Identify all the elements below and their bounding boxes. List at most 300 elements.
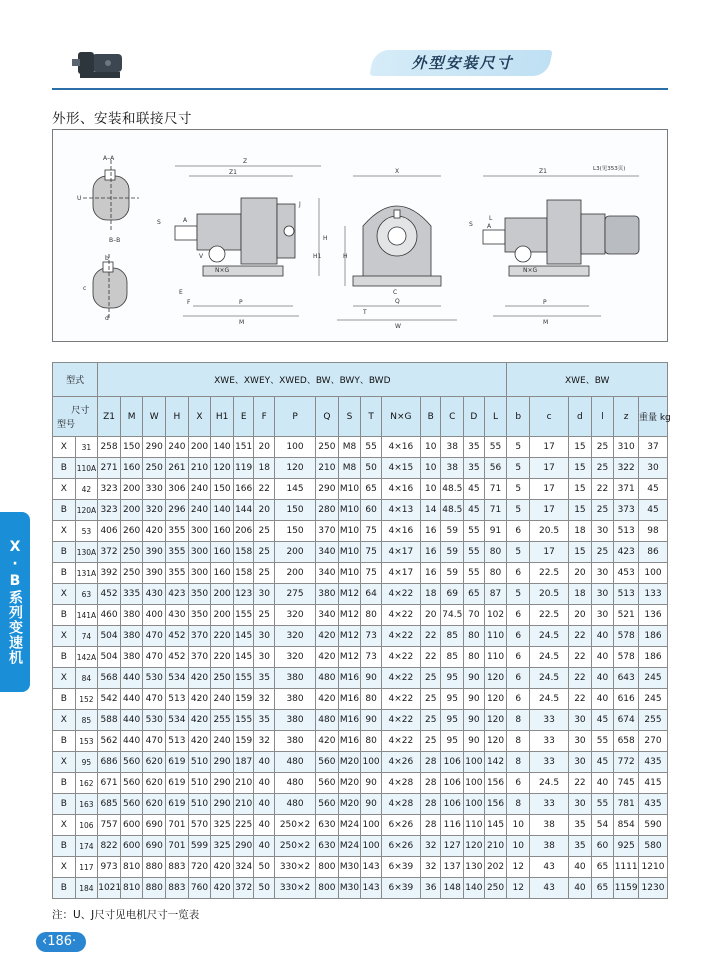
cell-value: 110: [484, 626, 507, 647]
cell-value: 6: [507, 689, 530, 710]
column-header: b: [507, 397, 530, 437]
svg-text:Z: Z: [243, 158, 248, 165]
cell-value: 772: [614, 752, 639, 773]
cell-value: 480: [274, 773, 315, 794]
cell-value: 325: [211, 836, 234, 857]
cell-value: 560: [120, 752, 143, 773]
svg-text:A: A: [487, 223, 492, 230]
cell-type: X: [53, 584, 76, 605]
cell-value: 55: [484, 437, 507, 458]
cell-value: 290: [316, 479, 339, 500]
cell-value: 560: [316, 794, 339, 815]
cell-value: M30: [338, 878, 361, 899]
cell-value: 20: [569, 605, 592, 626]
cell-value: 40: [569, 857, 592, 878]
cell-value: 415: [638, 773, 667, 794]
cell-value: 25: [591, 542, 614, 563]
column-header: Q: [316, 397, 339, 437]
cell-value: 200: [120, 500, 143, 521]
header-type: 型式: [53, 363, 98, 397]
cell-value: 150: [211, 479, 234, 500]
cell-value: 340: [316, 605, 339, 626]
cell-model: 31: [75, 437, 98, 458]
cell-value: 240: [166, 437, 189, 458]
cell-value: 36: [420, 878, 441, 899]
cell-value: 300: [188, 563, 211, 584]
cell-value: 296: [166, 500, 189, 521]
cell-value: 75: [361, 542, 382, 563]
cell-value: 1210: [638, 857, 667, 878]
cell-value: 255: [638, 710, 667, 731]
cell-value: 90: [464, 689, 485, 710]
cell-value: 25: [254, 563, 275, 584]
cell-value: 143: [361, 857, 382, 878]
cell-value: 150: [274, 500, 315, 521]
cell-value: 620: [143, 773, 166, 794]
cell-value: 701: [166, 815, 189, 836]
cell-value: 33: [530, 731, 569, 752]
cell-type: B: [53, 563, 76, 584]
cell-model: 110A: [75, 458, 98, 479]
cell-value: 80: [361, 689, 382, 710]
cell-value: 137: [441, 857, 464, 878]
svg-text:C: C: [393, 289, 398, 296]
column-header: L: [484, 397, 507, 437]
cell-value: 4×22: [381, 647, 420, 668]
cell-value: 560: [120, 794, 143, 815]
cell-value: 690: [143, 836, 166, 857]
cell-value: 20: [254, 437, 275, 458]
cell-value: 300: [188, 521, 211, 542]
cell-value: 71: [484, 500, 507, 521]
cell-value: 290: [211, 773, 234, 794]
svg-text:B–B: B–B: [109, 237, 121, 244]
column-header: Z1: [98, 397, 121, 437]
cell-model: 130A: [75, 542, 98, 563]
table-row: [53, 857, 668, 878]
cell-value: 18: [569, 521, 592, 542]
cell-value: 200: [120, 479, 143, 500]
cell-type: B: [53, 647, 76, 668]
cell-value: 28: [420, 752, 441, 773]
cell-value: 200: [274, 563, 315, 584]
cell-value: 91: [484, 521, 507, 542]
cell-value: 530: [143, 710, 166, 731]
cell-value: 40: [591, 668, 614, 689]
cell-value: 480: [274, 794, 315, 815]
cell-value: 160: [211, 542, 234, 563]
cell-value: 90: [361, 710, 382, 731]
cell-model: 84: [75, 668, 98, 689]
cell-value: 24.5: [530, 689, 569, 710]
cell-value: 30: [569, 710, 592, 731]
cell-value: 4×16: [381, 521, 420, 542]
cell-value: 95: [441, 668, 464, 689]
cell-value: 322: [614, 458, 639, 479]
cell-value: 4×28: [381, 773, 420, 794]
column-header: l: [591, 397, 614, 437]
cell-value: 59: [441, 563, 464, 584]
svg-text:c: c: [83, 285, 87, 292]
cell-value: 616: [614, 689, 639, 710]
cell-type: X: [53, 626, 76, 647]
cell-value: 822: [98, 836, 121, 857]
table-row: [53, 794, 668, 815]
cell-value: 65: [591, 878, 614, 899]
cell-model: 74: [75, 626, 98, 647]
svg-text:Z1: Z1: [539, 168, 547, 175]
cell-value: 65: [464, 584, 485, 605]
svg-text:L3(见353页): L3(见353页): [593, 166, 626, 172]
cell-value: 110: [464, 815, 485, 836]
table-row: [53, 836, 668, 857]
cell-value: 20: [254, 500, 275, 521]
cell-value: 133: [638, 584, 667, 605]
cell-value: 420: [188, 668, 211, 689]
column-header: F: [254, 397, 275, 437]
cell-value: 200: [188, 437, 211, 458]
cell-value: 38: [530, 815, 569, 836]
cell-value: 20: [569, 563, 592, 584]
cell-value: 423: [614, 542, 639, 563]
svg-text:H: H: [323, 235, 328, 242]
cell-value: 250: [484, 878, 507, 899]
cell-value: 480: [316, 710, 339, 731]
cell-value: 25: [254, 521, 275, 542]
cell-value: 701: [166, 836, 189, 857]
cell-value: 4×13: [381, 500, 420, 521]
cell-value: 17: [530, 500, 569, 521]
cell-value: 513: [166, 731, 189, 752]
table-row: [53, 542, 668, 563]
cell-value: 275: [274, 584, 315, 605]
cell-value: 37: [638, 437, 667, 458]
cell-value: M24: [338, 836, 361, 857]
cell-value: 320: [274, 647, 315, 668]
cell-type: X: [53, 857, 76, 878]
cell-value: 250×2: [274, 815, 315, 836]
cell-value: 423: [166, 584, 189, 605]
svg-text:H: H: [343, 253, 348, 260]
cell-value: 630: [316, 815, 339, 836]
cell-value: 452: [166, 647, 189, 668]
cell-value: 120: [484, 689, 507, 710]
cell-value: 155: [233, 668, 254, 689]
cell-value: 25: [591, 458, 614, 479]
cell-value: 250×2: [274, 836, 315, 857]
cell-value: 30: [591, 563, 614, 584]
cell-value: 560: [120, 773, 143, 794]
cell-value: 4×17: [381, 563, 420, 584]
cell-value: 745: [614, 773, 639, 794]
svg-text:P: P: [543, 299, 547, 306]
cell-value: 151: [233, 437, 254, 458]
label-aa: A–A: [103, 155, 115, 162]
cell-value: 25: [254, 542, 275, 563]
table-row: [53, 605, 668, 626]
cell-value: 420: [188, 731, 211, 752]
cell-value: 4×26: [381, 752, 420, 773]
cell-value: 55: [464, 563, 485, 584]
table-row: [53, 731, 668, 752]
cell-value: 330×2: [274, 878, 315, 899]
cell-value: 10: [507, 836, 530, 857]
cell-value: 30: [254, 647, 275, 668]
cell-model: 162: [75, 773, 98, 794]
cell-value: 6: [507, 773, 530, 794]
cell-value: 119: [233, 458, 254, 479]
cell-value: 73: [361, 647, 382, 668]
cell-value: M16: [338, 689, 361, 710]
cell-value: 60: [591, 836, 614, 857]
cell-value: 372: [98, 542, 121, 563]
cell-value: 71: [484, 479, 507, 500]
svg-text:W: W: [395, 323, 401, 330]
cell-value: 562: [98, 731, 121, 752]
cell-value: 59: [441, 542, 464, 563]
cell-value: 12: [507, 878, 530, 899]
cell-value: 380: [274, 689, 315, 710]
front-view-motor: [483, 200, 639, 276]
cell-value: 15: [569, 458, 592, 479]
table-row: [53, 479, 668, 500]
cell-value: 75: [361, 521, 382, 542]
table-row: [53, 752, 668, 773]
cell-value: 674: [614, 710, 639, 731]
cell-value: 568: [98, 668, 121, 689]
cell-value: 600: [120, 836, 143, 857]
table-row: [53, 710, 668, 731]
cell-value: 504: [98, 626, 121, 647]
cell-value: 65: [361, 479, 382, 500]
cell-model: 142A: [75, 647, 98, 668]
cell-type: X: [53, 668, 76, 689]
cell-value: 25: [420, 689, 441, 710]
cell-value: 95: [441, 689, 464, 710]
cell-value: 160: [120, 458, 143, 479]
cell-value: 599: [188, 836, 211, 857]
cell-type: X: [53, 752, 76, 773]
cell-value: M8: [338, 458, 361, 479]
cell-value: 43: [530, 857, 569, 878]
cell-value: 25: [591, 437, 614, 458]
cell-value: 340: [316, 563, 339, 584]
cell-value: 35: [569, 815, 592, 836]
svg-text:S: S: [157, 219, 161, 226]
cell-value: 5: [507, 458, 530, 479]
cell-value: 600: [120, 815, 143, 836]
cell-value: 40: [591, 773, 614, 794]
cell-value: 90: [464, 710, 485, 731]
cell-value: 145: [233, 647, 254, 668]
cell-value: 25: [420, 710, 441, 731]
cell-value: 127: [441, 836, 464, 857]
cell-value: 1111: [614, 857, 639, 878]
cell-value: 588: [98, 710, 121, 731]
cell-value: 130: [464, 857, 485, 878]
cell-value: 166: [233, 479, 254, 500]
cell-value: 50: [361, 458, 382, 479]
cell-value: M10: [338, 542, 361, 563]
cell-type: B: [53, 605, 76, 626]
cell-value: 6: [507, 647, 530, 668]
cell-value: 1021: [98, 878, 121, 899]
cell-value: 187: [233, 752, 254, 773]
cell-value: 390: [143, 563, 166, 584]
cell-value: 40: [591, 626, 614, 647]
cell-value: 38: [441, 437, 464, 458]
cell-value: 22: [420, 626, 441, 647]
cell-value: 460: [98, 605, 121, 626]
cell-value: 6: [507, 521, 530, 542]
cell-value: 370: [188, 647, 211, 668]
cell-value: 8: [507, 731, 530, 752]
cell-type: X: [53, 521, 76, 542]
cell-value: 85: [441, 647, 464, 668]
cell-value: 4×17: [381, 542, 420, 563]
cell-value: 380: [274, 731, 315, 752]
table-row: [53, 815, 668, 836]
column-header: D: [464, 397, 485, 437]
cell-value: 33: [530, 752, 569, 773]
cell-value: 380: [316, 584, 339, 605]
column-header: H1: [211, 397, 234, 437]
table-body: [53, 437, 668, 899]
cell-value: 30: [591, 521, 614, 542]
cell-value: 10: [420, 437, 441, 458]
cell-model: 163: [75, 794, 98, 815]
cell-value: 38: [530, 836, 569, 857]
cell-value: 45: [591, 710, 614, 731]
cell-value: 35: [464, 437, 485, 458]
column-header: z: [614, 397, 639, 437]
cell-value: 6: [507, 668, 530, 689]
svg-text:N×G: N×G: [215, 267, 230, 274]
cell-model: 174: [75, 836, 98, 857]
cell-value: 22: [569, 689, 592, 710]
cell-value: 560: [316, 752, 339, 773]
cell-type: B: [53, 500, 76, 521]
cell-value: 25: [420, 731, 441, 752]
section-b-b: [93, 254, 127, 320]
cell-value: 4×22: [381, 584, 420, 605]
cell-model: 153: [75, 731, 98, 752]
cell-value: M10: [338, 500, 361, 521]
svg-text:U: U: [77, 195, 82, 202]
cell-value: 578: [614, 626, 639, 647]
cell-value: 590: [638, 815, 667, 836]
cell-value: 440: [120, 731, 143, 752]
cell-value: 156: [484, 794, 507, 815]
cell-value: 250: [211, 668, 234, 689]
cell-value: 513: [614, 584, 639, 605]
cell-value: 144: [233, 500, 254, 521]
cell-value: M12: [338, 647, 361, 668]
cell-value: 210: [233, 773, 254, 794]
table-row: [53, 563, 668, 584]
cell-value: 120: [484, 731, 507, 752]
cell-value: 280: [316, 500, 339, 521]
cell-model: 95: [75, 752, 98, 773]
table-row: [53, 878, 668, 899]
cell-value: 80: [361, 731, 382, 752]
svg-text:E: E: [179, 289, 183, 296]
cell-value: 5: [507, 584, 530, 605]
cell-value: 420: [143, 521, 166, 542]
cell-value: 306: [166, 479, 189, 500]
cell-value: 430: [143, 584, 166, 605]
svg-text:F: F: [187, 299, 191, 306]
cell-value: 140: [211, 437, 234, 458]
column-header: H: [166, 397, 189, 437]
cell-value: 30: [254, 626, 275, 647]
cell-value: 392: [98, 563, 121, 584]
column-header: 重量 kg: [638, 397, 667, 437]
svg-text:L: L: [489, 215, 493, 222]
cell-value: 686: [98, 752, 121, 773]
cell-value: 45: [638, 479, 667, 500]
cell-value: 250: [316, 437, 339, 458]
cell-value: 140: [211, 500, 234, 521]
cell-value: 25: [420, 668, 441, 689]
cell-value: 380: [120, 647, 143, 668]
cell-value: M12: [338, 584, 361, 605]
cell-value: 5: [507, 437, 530, 458]
cell-value: 435: [638, 752, 667, 773]
cell-value: 973: [98, 857, 121, 878]
cell-type: B: [53, 794, 76, 815]
dimension-drawing: [52, 129, 668, 342]
svg-text:A: A: [183, 217, 188, 224]
cell-value: 290: [211, 794, 234, 815]
cell-value: 4×22: [381, 731, 420, 752]
cell-value: 17: [530, 542, 569, 563]
cell-value: 20.5: [530, 521, 569, 542]
cell-value: 32: [254, 731, 275, 752]
cell-value: 202: [484, 857, 507, 878]
cell-value: 25: [254, 605, 275, 626]
cell-value: 90: [464, 731, 485, 752]
cell-value: 56: [484, 458, 507, 479]
cell-value: 80: [464, 626, 485, 647]
cell-value: 148: [441, 878, 464, 899]
cell-value: 158: [233, 563, 254, 584]
cell-model: 42: [75, 479, 98, 500]
cell-value: 22.5: [530, 605, 569, 626]
cell-value: 372: [233, 878, 254, 899]
cell-value: 420: [188, 710, 211, 731]
cell-value: 160: [211, 563, 234, 584]
cell-value: 18: [420, 584, 441, 605]
table-row: [53, 458, 668, 479]
gear-motor-thumbnail: [68, 44, 130, 82]
cell-value: M16: [338, 731, 361, 752]
cell-value: 50: [254, 857, 275, 878]
section-title: 外形、安装和联接尺寸: [52, 111, 192, 127]
cell-value: 800: [316, 857, 339, 878]
cell-value: 186: [638, 626, 667, 647]
cell-value: 781: [614, 794, 639, 815]
cell-value: 325: [211, 815, 234, 836]
cell-type: B: [53, 731, 76, 752]
cell-value: 4×28: [381, 794, 420, 815]
svg-text:T: T: [363, 309, 367, 316]
cell-value: 24.5: [530, 668, 569, 689]
cell-value: 10: [420, 479, 441, 500]
column-header: B: [420, 397, 441, 437]
cell-model: 117: [75, 857, 98, 878]
cell-value: 102: [484, 605, 507, 626]
